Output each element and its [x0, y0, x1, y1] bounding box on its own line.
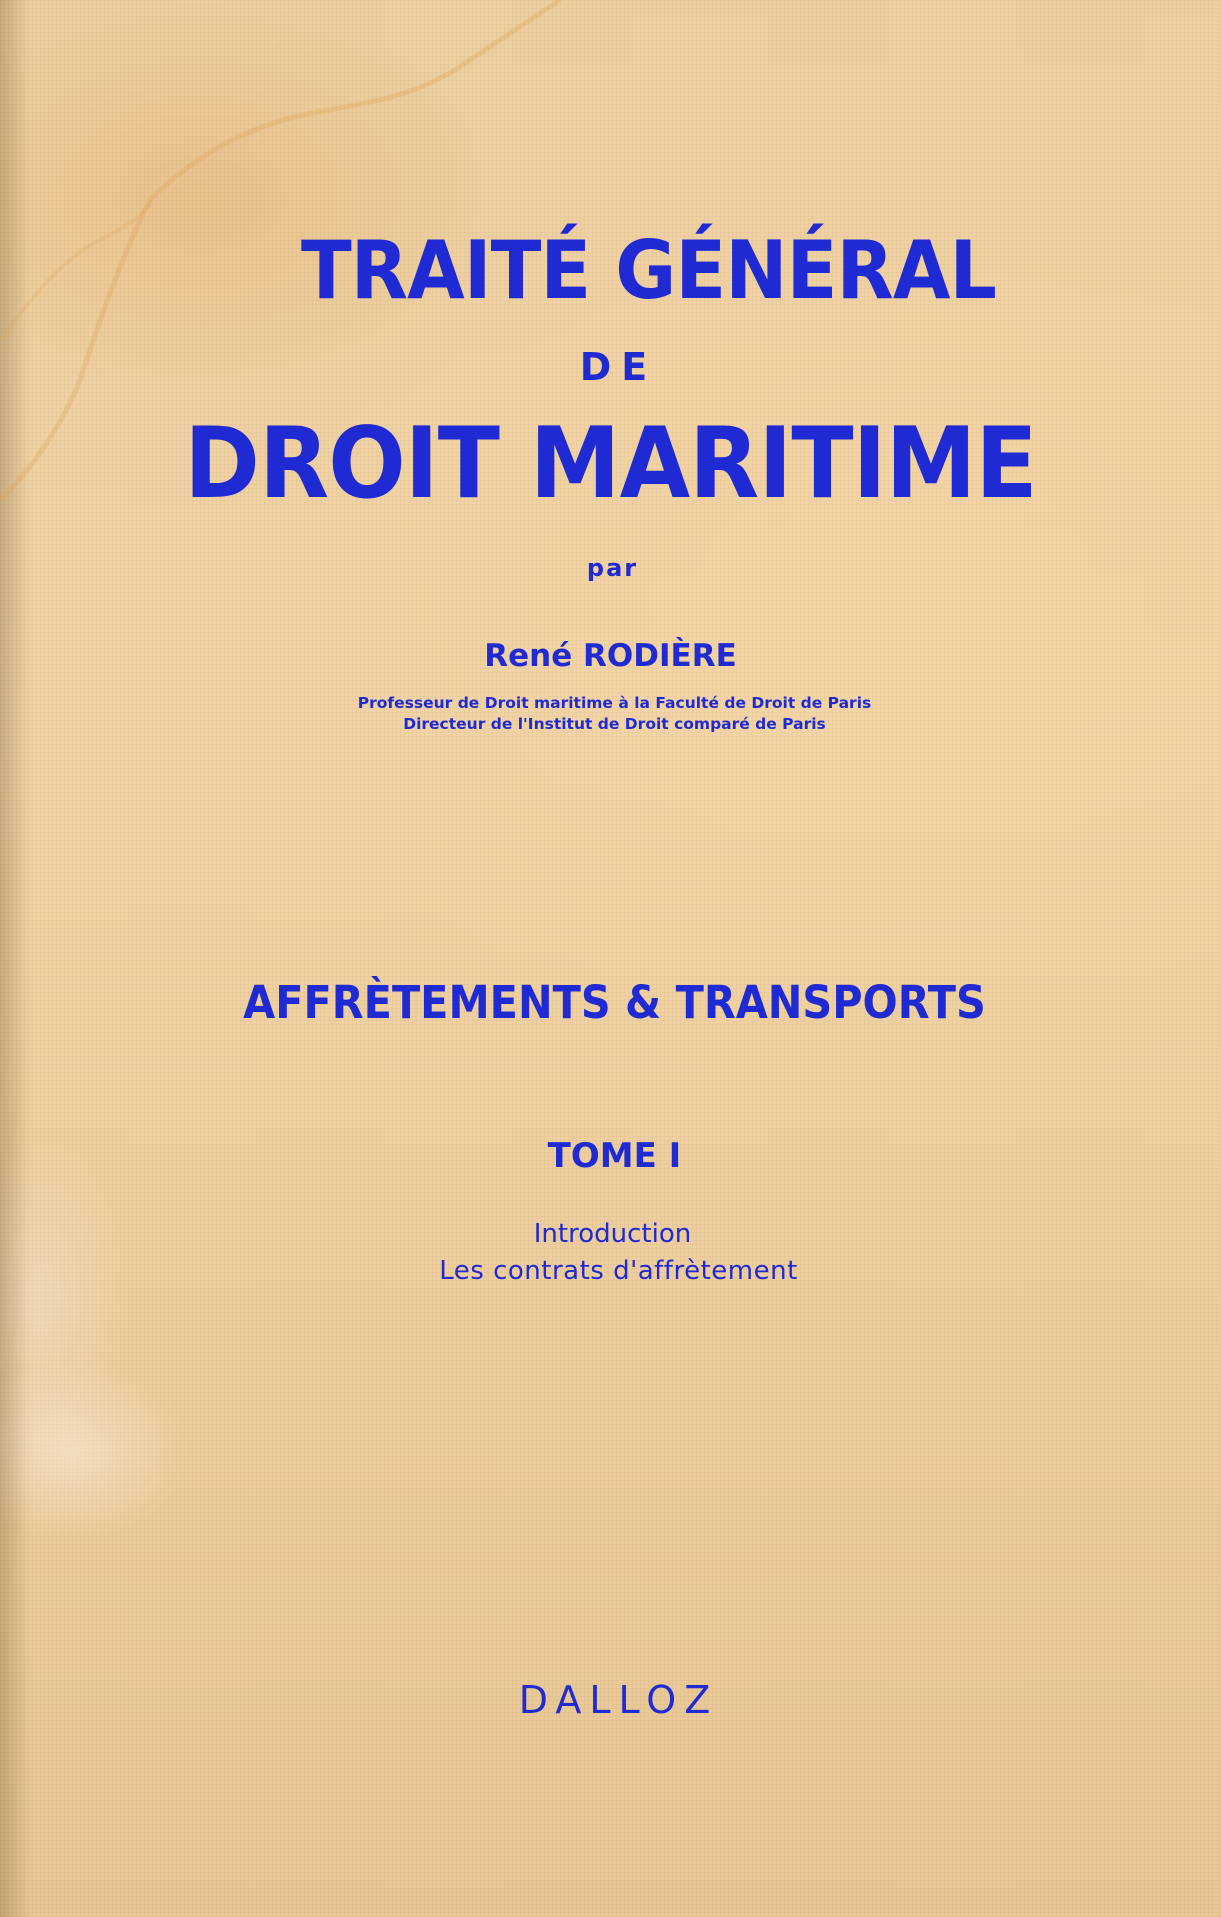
title-line-2: DE [579, 345, 658, 389]
title-line-1: TRAITÉ GÉNÉRAL [300, 224, 997, 317]
subject-title: AFFRÈTEMENTS & TRANSPORTS [243, 976, 986, 1029]
volume-contents-1: Introduction [533, 1219, 692, 1249]
volume-contents-2: Les contrats d'affrètement [439, 1256, 798, 1286]
volume-label: TOME I [547, 1136, 682, 1176]
author-affiliation-2: Directeur de l'Institut de Droit comparé de Paris [403, 715, 826, 733]
by-label: par [586, 554, 639, 582]
author-name: René RODIÈRE [484, 638, 737, 674]
author-affiliation-1: Professeur de Droit maritime à la Faculté de Droit de Paris [357, 694, 872, 712]
title-line-3: DROIT MARITIME [184, 407, 1037, 521]
publisher-name: DALLOZ [518, 1678, 719, 1722]
